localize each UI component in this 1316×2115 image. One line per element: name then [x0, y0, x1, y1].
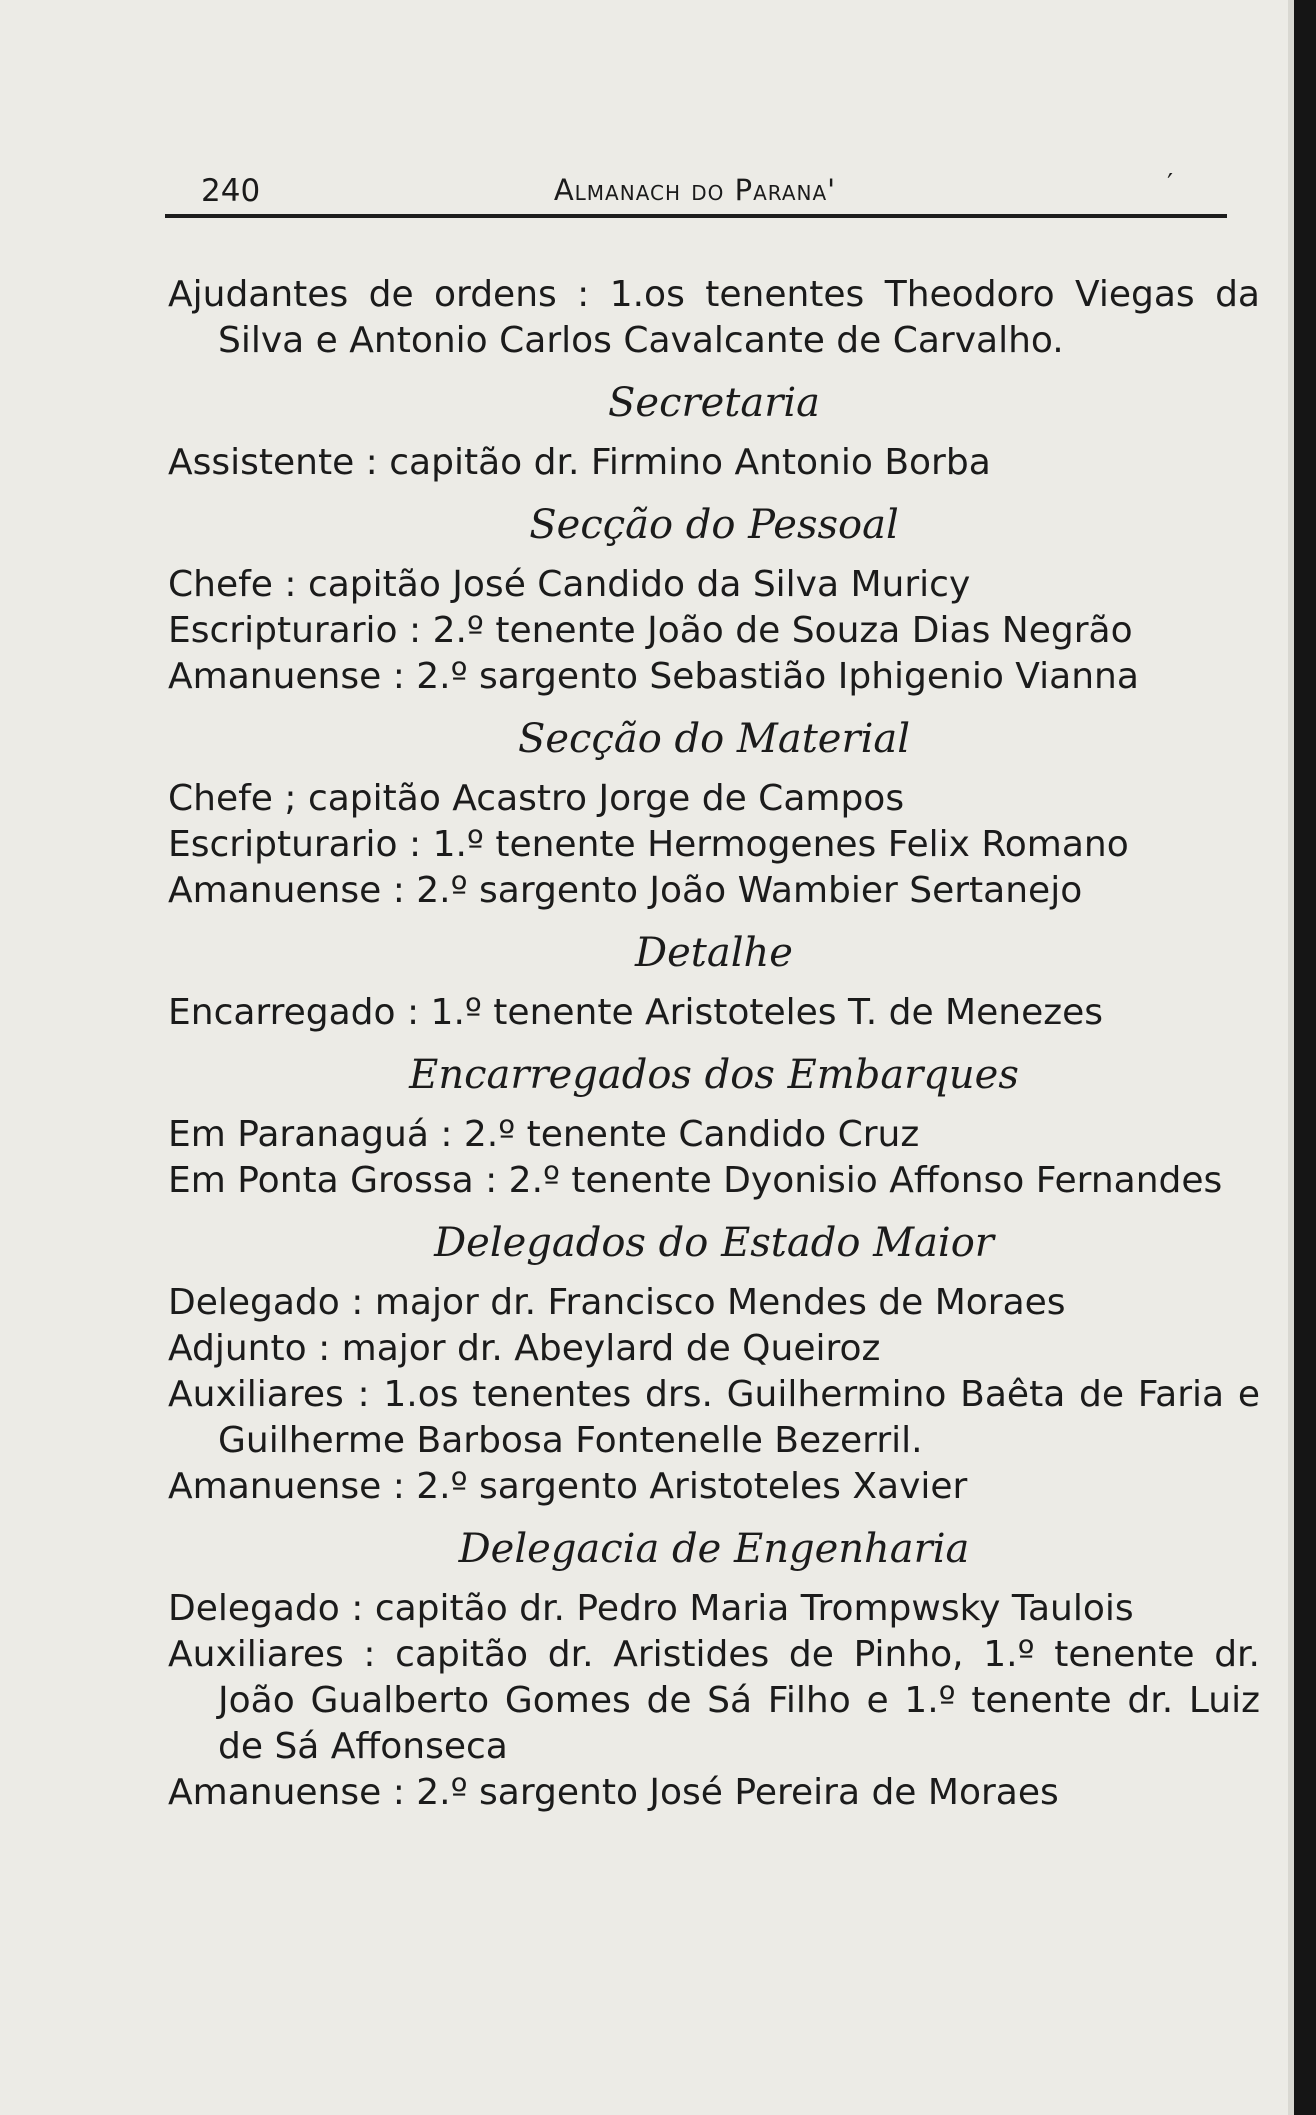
intro-entry: Ajudantes de ordens : 1.os tenentes Theodoro Viegas da Silva e Antonio Carlos Cavalcante de Carvalho. — [168, 274, 1260, 361]
entry: Assistente : capitão dr. Firmino Antonio Borba — [168, 442, 991, 483]
entry: Em Ponta Grossa : 2.º tenente Dyonisio Affonso Fernandes — [168, 1160, 1223, 1201]
running-title: Almanach do Parana' — [553, 173, 837, 207]
entry: Delegado : capitão dr. Pedro Maria Trompwsky Taulois — [168, 1588, 1134, 1629]
entry: Em Paranaguá : 2.º tenente Candido Cruz — [168, 1114, 920, 1155]
entry: Escripturario : 1.º tenente Hermogenes Felix Romano — [168, 824, 1129, 865]
entry: Chefe : capitão José Candido da Silva Muricy — [168, 564, 971, 605]
entry: Amanuense : 2.º sargento José Pereira de Moraes — [168, 1772, 1059, 1813]
header-rule — [165, 214, 1227, 218]
page-body — [168, 272, 1260, 1816]
page-number: 240 — [201, 173, 261, 209]
section-embarques — [168, 1050, 1260, 1204]
entry: Auxiliares : capitão dr. Aristides de Pinho, 1.º tenente dr. João Gualberto Gomes de Sá Filho e 1.º tenente dr. Luiz de Sá Affonseca — [168, 1634, 1260, 1767]
entry: Amanuense : 2.º sargento Sebastião Iphigenio Vianna — [168, 656, 1139, 697]
section-title: Secção do Pessoal — [529, 502, 899, 548]
entry: Amanuense : 2.º sargento Aristoteles Xavier — [168, 1466, 968, 1507]
section-seccao-pessoal — [168, 500, 1260, 700]
entry: Escripturario : 2.º tenente João de Souza Dias Negrão — [168, 610, 1133, 651]
entry: Adjunto : major dr. Abeylard de Queiroz — [168, 1328, 881, 1369]
section-title: Delegacia de Engenharia — [458, 1526, 970, 1572]
entry: Encarregado : 1.º tenente Aristoteles T. de Menezes — [168, 992, 1104, 1033]
section-delegacia-engenharia — [168, 1524, 1260, 1816]
header-mark: ′ — [1167, 169, 1173, 199]
section-seccao-material — [168, 714, 1260, 914]
section-detalhe — [168, 928, 1260, 1036]
section-title: Encarregados dos Embarques — [409, 1052, 1019, 1098]
entry: Chefe ; capitão Acastro Jorge de Campos — [168, 778, 905, 819]
section-title: Secretaria — [608, 380, 820, 426]
page-edge — [1294, 0, 1316, 2115]
section-delegados-estado-maior — [168, 1218, 1260, 1510]
entry: Amanuense : 2.º sargento João Wambier Sertanejo — [168, 870, 1083, 911]
section-title: Delegados do Estado Maior — [434, 1220, 994, 1266]
entry: Delegado : major dr. Francisco Mendes de Moraes — [168, 1282, 1066, 1323]
section-title: Secção do Material — [517, 716, 911, 762]
section-title: Detalhe — [635, 930, 793, 976]
section-secretaria — [168, 378, 1260, 486]
entry: Auxiliares : 1.os tenentes drs. Guilhermino Baêta de Faria e Guilherme Barbosa Fontenelle Bezerril. — [168, 1374, 1260, 1461]
